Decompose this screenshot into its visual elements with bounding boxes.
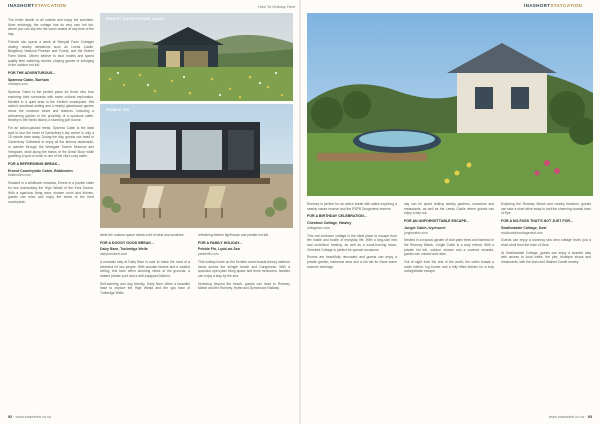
paragraph: Sparrow Cabin is the perfect place for those who love exploring their surrounds with some cultural exploration. Nestled in a quiet area in the Kentish countryside, this cabin's woodland setting and a nearby glasshouse garden views the outdoors views and features, including a welcoming garden in the proximity of a spacious cabin. Nearby is the Nexto Island, a stunning golf course. <box>8 90 94 123</box>
text-column-5 <box>404 202 494 277</box>
paragraph: Nestled in a tropical garden of lush palm trees and bamboo in the Romney Marsh, Jungle Cabin is a cosy retreat. With a private hot tub, outdoor shower and a covered veranda, guests can unwind and relax. <box>404 238 494 257</box>
running-head: How To Holiday Here <box>258 4 296 9</box>
section-heading: FOR AN UNFORGETTABLE ESCAPE... <box>404 219 470 224</box>
venue-name: Ernest Countryside Cabin, Biddenden <box>8 168 73 173</box>
photo-beach-hut-image <box>100 104 293 228</box>
section-heading: FOR A NO-FUSS THAT'S NOT JUST FOR... <box>501 219 573 224</box>
page-number: 92 <box>8 415 13 419</box>
paragraph: Rooms are beautifully decorated and guests can enjoy a private garden, barbecue area and a hot tub for those warm summer evenings. <box>307 255 397 269</box>
page-number: 93 <box>587 415 592 419</box>
venue-url: dairybarnkent.com <box>100 252 128 257</box>
masthead-left <box>8 3 66 8</box>
footer-url: www.inasbstert.co.uk <box>15 415 52 419</box>
section-heading: FOR THE ADVENTUROUS... <box>8 71 56 76</box>
venue-name: Dairy Barn, Tunbridge Wells <box>100 247 148 252</box>
masthead-part2: STAYCATION <box>550 3 583 8</box>
text-column-3 <box>198 233 290 294</box>
paragraph: Out of sight from the rest of the world, the cabin boasts a rustic interior, log burner and a fully fitted kitchen for a truly unforgettable escape. <box>404 260 494 274</box>
text-column-2 <box>100 233 190 299</box>
venue-name: Jungle Cabin, Ivychurch <box>404 225 446 230</box>
venue-url: junglecabin.com <box>404 230 428 235</box>
paragraph: A romantic stay at Dairy Barn is sure to make the most of a weekend for two people. With wooden beams and a vaulted ceiling, this barn offers stunning views of the grounds, a heated private pool and a well-equipped kitchen. <box>100 259 190 278</box>
paragraph: The entire abode to all outside and enjoy the sunshine. More enticingly, the cottage has its very own hot tub, where you can slip into the warm waters at any time of the day. <box>8 18 94 37</box>
venue-url: pebblefin.com <box>198 252 219 257</box>
paragraph: Romney is perfect for an active break with walks exploring a nearby nature reserve and the RSPB Dungeness reserve. <box>307 202 397 211</box>
paragraph: refreshing kitchen lighthouse and private hot tub. <box>198 233 270 237</box>
venue-url: swallowdalecottagedeal.com <box>501 230 543 235</box>
masthead-part1: INASHORT <box>524 3 551 8</box>
paragraph: This holiday home on the Kentish coast boasts breezy seafront views across the shingle beach and Dungeness. With a spacious open-plan living space and three bedrooms, families can enjoy a stay by the sea. <box>198 259 290 278</box>
photo-caption: PEBBLE FIN <box>106 108 130 112</box>
text-column-6 <box>501 202 591 268</box>
paragraph: Self-catering and dog friendly, Dairy Barn offers a beautiful base to explore the High Weald and the spa town of Tunbridge Wells. <box>100 281 190 296</box>
paragraph: Situated in a wildflower meadow, Ernest is a private cabin for two overlooking the High Weald of the Kent Downs. With a spacious living area, shower room and kitchen, guests can relax and enjoy the views of the Kent countryside. <box>8 181 94 204</box>
section-heading: FOR A REFRESHING BREAK... <box>8 161 61 166</box>
section-heading: FOR A DOGGY GOOD BREAK... <box>100 240 154 245</box>
photo-cabin-meadow-image <box>100 13 293 101</box>
paragraph: Friends can spend a week at Sleepall Farm Cottages visiting nearby attractions such as Leeds Castle, Belgebury National Pinetum and Forest, and the Rother Farm World. Others believe to strut motels and spend quality time watching movies, playing games or indulging in the outdoor hot tub. <box>8 39 94 68</box>
paragraph: Exploring the Romney Marsh and nearby beaches, guests can take a short drive away to visit the charming coastal town of Rye. <box>501 202 591 216</box>
venue-url: biddenden.com <box>8 173 31 178</box>
text-column-4 <box>307 202 397 272</box>
photo-beach-hut <box>100 104 293 228</box>
venue-name: Pebble Fin, Lydd-on-Sea <box>198 247 240 252</box>
venue-name: Swallowdale Cottage, Deal <box>501 225 547 230</box>
venue-name: Sparrow Cabin, Burham <box>8 77 49 82</box>
footer-url: www.inasbstert.co.uk <box>548 415 585 419</box>
photo-garden-cottage <box>307 13 593 196</box>
paragraph: For an action-packed break, Sparrow Cabin is the ideal spot to tour the heart of Canterbury's city centre is only a 15 minute drive away. During the day, guests can head to Canterbury Cathedral to enjoy all the famous landmarks, or wander through the Westgate Towers Museum and Viewpoint, stroll along the banks of the Great Stour while grabbing a spot of lunch in one of the city's cosy cafés. <box>8 126 94 159</box>
paragraph: while the outdoor space needs a bit of wind and sunshine. <box>100 233 185 237</box>
masthead-right <box>524 3 582 8</box>
venue-url: cottagesco.com <box>307 225 331 230</box>
footer-separator: · <box>13 415 15 419</box>
photo-cabin-meadow <box>100 13 293 101</box>
page-gutter <box>299 0 301 424</box>
photo-caption: ERNEST COUNTRYSIDE CABIN <box>106 17 165 21</box>
footer-left <box>8 415 51 419</box>
paragraph: At Swallowdale Cottage, guests can enjoy a seaside stay with access to local cafés, the pier, boutique shops and restaurants, with the town and Walmer Castle nearby. <box>501 250 591 265</box>
paragraph: Venturing beyond the beach, guests can head to Romney Marsh and the Romney, Hythe and Dymchurch Railway. <box>198 281 290 291</box>
footer-right <box>549 415 592 419</box>
section-heading: FOR A BIRTHDAY CELEBRATION... <box>307 214 367 219</box>
masthead-part1: INASHORT <box>8 3 35 8</box>
paragraph: day can be spent visiting nearby gardens, museums and restaurants, as well as the Leeds Castle where guests can enjoy a day out. <box>404 202 494 216</box>
photo-garden-cottage-image <box>307 13 593 196</box>
paragraph: This one-bedroom cottage is the ideal place to escape from the hustle and bustle of everyday life. With a king-size bed and underfloor heating, as well as a wood-burning stove, Chestnut Cottage is perfect for special occasions. <box>307 233 397 252</box>
section-heading: FOR A FAMILY HOLIDAY... <box>198 240 243 245</box>
masthead-part2: STAYCATION <box>34 3 67 8</box>
paragraph: Guests can enjoy a stunning sea view cottage that's just a short stroll from the town of Deal. <box>501 238 591 247</box>
footer-separator: · <box>585 415 587 419</box>
venue-name: Chestnut Cottage, Hawley <box>307 221 352 226</box>
venue-url: oranbylo.com <box>8 82 28 87</box>
text-column-1 <box>8 18 94 208</box>
